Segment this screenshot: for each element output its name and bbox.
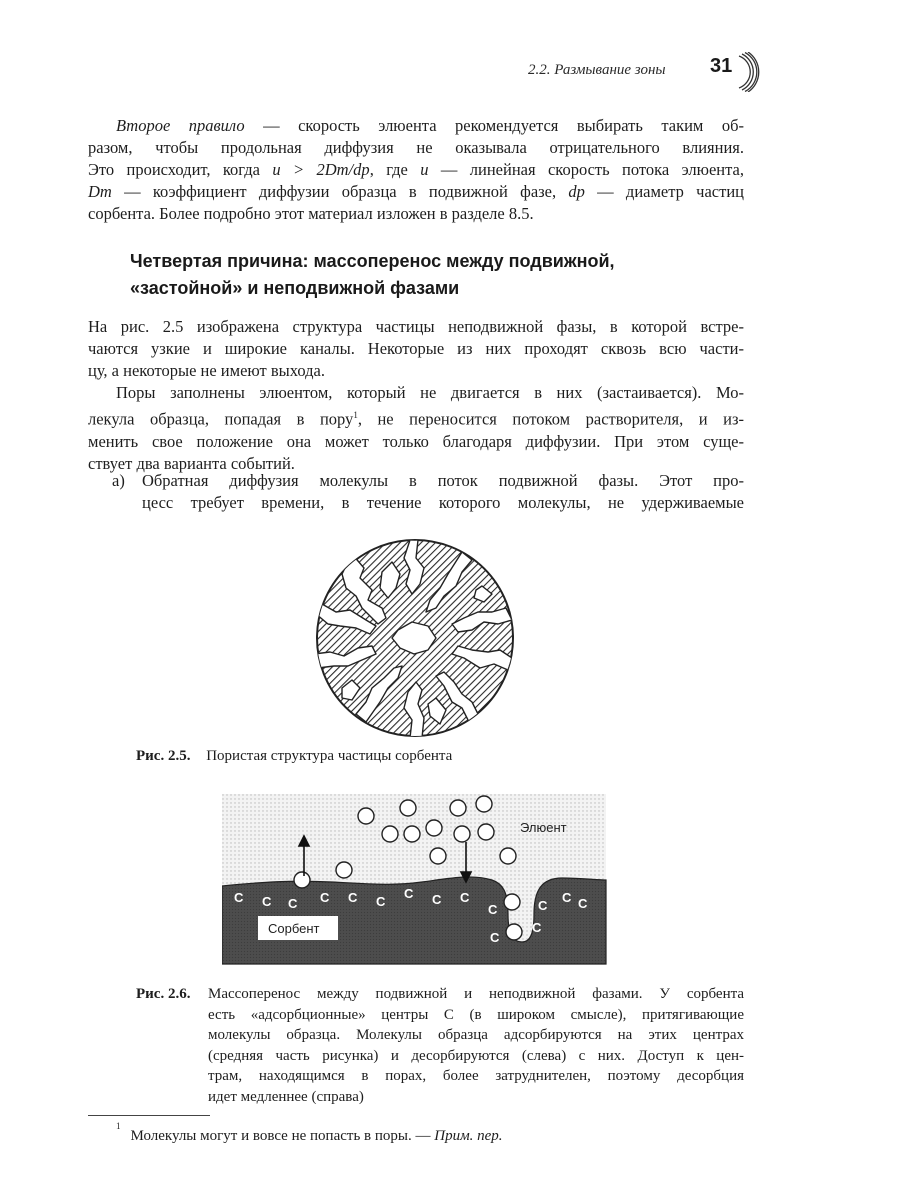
caption-text: Пористая структура частицы сорбента	[206, 748, 453, 764]
figure-2-5-caption	[136, 748, 452, 765]
sample-molecule	[430, 848, 446, 864]
adsorption-center-label: C	[348, 890, 358, 905]
sample-molecule	[506, 924, 522, 940]
paragraph-pores	[88, 382, 744, 475]
line: цесс требует времени, в течение которого молекулы, не удерживаемые	[142, 493, 744, 512]
sample-molecule	[454, 826, 470, 842]
text: — коэффициент диффузии образца в подвижной фазе,	[111, 182, 569, 201]
term-second-rule: Второе правило	[116, 116, 245, 135]
line: разом, чтобы продольная диффузия не оказывала отрицательного влияния.	[88, 138, 744, 157]
list-marker: а)	[112, 471, 125, 490]
line: менить свое положение она может только благодаря диффузии. При этом суще-	[88, 431, 744, 451]
caption-line: (средняя часть рисунка) и десорбируются (слева) с них. Доступ к цен-	[208, 1047, 744, 1064]
sample-molecule	[450, 800, 466, 816]
text: лекула образца, попадая в пору	[88, 409, 354, 429]
mass-transfer-figure	[222, 794, 608, 966]
adsorption-center-label: C	[490, 930, 500, 945]
line: сорбента. Более подробно этот материал изложен в разделе 8.5.	[88, 204, 534, 223]
sample-molecule	[426, 820, 442, 836]
formula: u > 2Dm/dp	[272, 160, 370, 179]
sample-molecule	[476, 796, 492, 812]
line	[88, 115, 744, 137]
figure-label: Рис. 2.6.	[136, 986, 191, 1002]
paragraph-second-rule	[88, 115, 744, 225]
sample-molecule	[400, 800, 416, 816]
footnote-rule	[88, 1115, 210, 1116]
adsorption-center-label: C	[262, 894, 272, 909]
adsorption-center-label: C	[578, 896, 588, 911]
adsorption-center-label: C	[288, 896, 298, 911]
figure-label: Рис. 2.5.	[136, 748, 191, 764]
symbol-dm: Dm	[88, 182, 112, 201]
line	[88, 404, 744, 431]
caption-line: есть «адсорбционные» центры С (в широком смысле), притягивающие	[208, 1006, 744, 1023]
adsorption-center-label: C	[320, 890, 330, 905]
caption-line: трам, находящимся в порах, более затруднителен, поэтому десорбция	[208, 1068, 744, 1085]
caption-line: Массоперенос между подвижной и неподвижной фазами. У сорбента	[208, 986, 744, 1002]
line: цу, а некоторые не имеют выхода.	[88, 361, 325, 380]
line	[88, 159, 744, 181]
symbol-u: u	[420, 160, 429, 179]
text: Это происходит, когда	[88, 160, 273, 179]
caption-line: идет медленнее (справа)	[208, 1088, 364, 1105]
running-head-title: 2.2. Размывание зоны	[528, 62, 666, 78]
section-heading	[130, 248, 730, 302]
adsorption-center-label: C	[404, 886, 414, 901]
sorbent-label: Сорбент	[268, 921, 320, 936]
heading-line-1: Четвертая причина: массоперенос между подвижной,	[130, 251, 615, 271]
translator-note: Прим. пер.	[434, 1128, 503, 1144]
paragraph-particle-structure	[88, 316, 744, 382]
page-number: 31	[710, 55, 733, 77]
footnote-ref: 1	[353, 410, 358, 420]
text: , где	[369, 160, 421, 179]
list-item-text	[142, 470, 744, 514]
caption-text	[208, 984, 744, 1108]
footnote-marker: 1	[116, 1121, 121, 1131]
sample-molecule	[382, 826, 398, 842]
sample-molecule	[504, 894, 520, 910]
line: чаются узкие и широкие каналы. Некоторые из них проходят сквозь всю части-	[88, 339, 744, 358]
adsorption-center-label: C	[460, 890, 470, 905]
line: На рис. 2.5 изображена структура частицы неподвижной фазы, в которой встре-	[88, 317, 744, 336]
running-head	[520, 52, 770, 92]
adsorption-center-label: C	[562, 890, 572, 905]
text: — скорость элюента рекомендуется выбирать таким об-	[244, 116, 744, 135]
heading-line-2: «застойной» и неподвижной фазами	[130, 278, 460, 298]
text: — линейная скорость потока элюента,	[428, 160, 744, 179]
footnote	[116, 1121, 503, 1145]
text: — диаметр частиц	[584, 182, 744, 201]
adsorption-center-label: C	[376, 894, 386, 909]
adsorption-center-label: C	[532, 920, 542, 935]
sample-molecule	[294, 872, 310, 888]
line: Поры заполнены элюентом, который не двигается в них (застаивается). Мо-	[116, 383, 744, 402]
sample-molecule	[500, 848, 516, 864]
footnote-text: Молекулы могут и вовсе не попасть в поры. —	[130, 1128, 435, 1144]
adsorption-center-label: C	[488, 902, 498, 917]
line: ствует два варианта событий.	[88, 453, 295, 473]
sample-molecule	[336, 862, 352, 878]
text: , не переносится потоком растворителя, и из-	[357, 409, 744, 429]
adsorption-center-label: C	[432, 892, 442, 907]
porous-particle-figure	[312, 538, 518, 738]
line: Обратная диффузия молекулы в поток подвижной фазы. Этот про-	[142, 471, 744, 490]
sample-molecule	[404, 826, 420, 842]
caption-line: молекулы образца. Молекулы образца адсорбируются на этих центрах	[208, 1027, 744, 1044]
adsorption-center-label: C	[234, 890, 244, 905]
eluent-label: Элюент	[520, 820, 567, 835]
page-number-arcs-decoration	[725, 52, 770, 92]
symbol-dp: dp	[568, 182, 585, 201]
sample-molecule	[358, 808, 374, 824]
line	[88, 181, 744, 203]
sample-molecule	[478, 824, 494, 840]
adsorption-center-label: C	[538, 898, 548, 913]
